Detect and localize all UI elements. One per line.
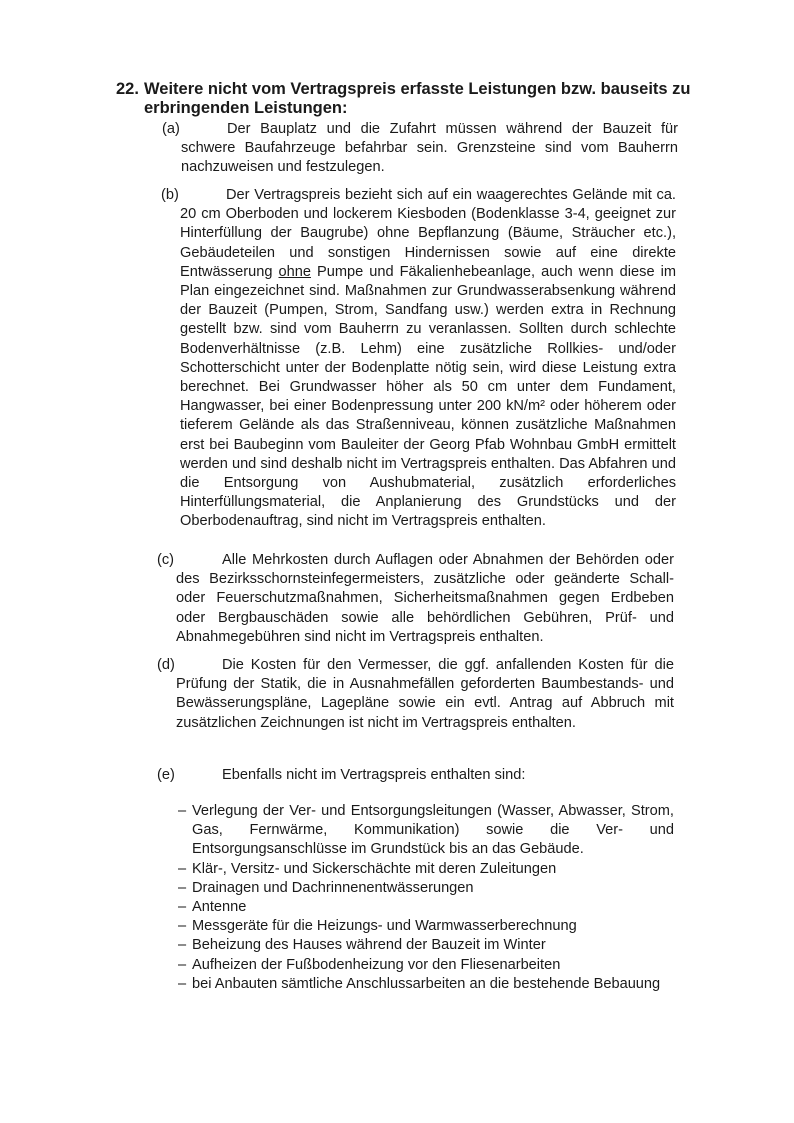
list-item: – Beheizung des Hauses während der Bauzeit im Winter — [178, 936, 674, 955]
exclusions-list — [178, 802, 674, 994]
section-title-line1: Weitere nicht vom Vertragspreis erfasste Leistungen bzw. bauseits zu — [144, 80, 691, 98]
item-label: (e) — [157, 767, 175, 783]
list-item: – bei Anbauten sämtliche Anschlussarbeiten an die bestehende Bebauung — [178, 975, 674, 994]
item-text: Der Vertragspreis bezieht sich auf ein waagerechtes Gelände mit ca. 20 cm Oberboden und lockerem Kiesboden (Bodenklasse 3-4, geeignet zur Hinterfüllung der Baugrube) ohne Bepflanzung (Bäume, Sträucher etc.), Gebäudeteilen und sonstigen Hindernissen sowie auf eine direkte Entwässerung — [180, 187, 676, 280]
section-number: 22. — [116, 80, 139, 98]
item-e — [157, 766, 674, 785]
section-title-line2: erbringenden Leistungen: — [144, 99, 348, 117]
item-b — [161, 186, 676, 532]
item-label: (d) — [157, 657, 175, 673]
item-label: (a) — [162, 121, 180, 137]
list-item: – Aufheizen der Fußbodenheizung vor den Fliesenarbeiten — [178, 956, 674, 975]
list-item: – Messgeräte für die Heizungs- und Warmwasserberechnung — [178, 917, 674, 936]
item-label: (b) — [161, 187, 179, 203]
list-item: – Klär-, Versitz- und Sickerschächte mit deren Zuleitungen — [178, 860, 674, 879]
item-text-cont: Pumpe und Fäkalienhebeanlage, auch wenn diese im Plan eingezeichnet sind. Maßnahmen zur Grundwasserabsenkung während der Bauzeit (Pumpen, Strom, Sandfang usw.) werden extra in Rechnung gestellt bzw. sind vom Bauherrn zu veranlassen. Sollten durch schlechte Bodenverhältnisse (z.B. Lehm) eine zusätzliche Rollkies- und/oder Schotterschicht unter der Bodenplatte nötig sein, wird diese Leistung extra berechnet. Bei Grundwasser höher als 50 cm unter dem Fundament, Hangwasser, bei einer Bodenpressung unter 200 kN/m² oder höherem oder tieferem Gelände als das Straßenniveau, können zusätzliche Maßnahmen erst bei Baubeginn vom Bauleiter der Georg Pfab Wohnbau GmbH ermittelt werden und sind deshalb nicht im Vertragspreis enthalten. Das Abfahren und die Entsorgung von Aushubmaterial, zusätzlich erforderliches Hinterfüllungsmaterial, die Anplanierung des Grundstücks und der Oberbodenauftrag, sind nicht im Vertragspreis enthalten. — [180, 263, 676, 530]
item-a — [162, 120, 678, 178]
list-item: – Antenne — [178, 898, 674, 917]
item-d — [157, 656, 674, 733]
item-text: Die Kosten für den Vermesser, die ggf. anfallenden Kosten für die Prüfung der Statik, die in Ausnahmefällen geforderten Baumbestands- und Bewässerungspläne, Lagepläne sowie ein evtl. Antrag auf Abbruch mit zusätzlichen Zeichnungen ist nicht im Vertragspreis enthalten. — [176, 657, 674, 731]
list-item: – Verlegung der Ver- und Entsorgungsleitungen (Wasser, Abwasser, Strom, Gas, Fernwärme, Kommunikation) sowie die Ver- und Entsorgungsanschlüsse im Grundstück bis an das Gebäude. — [178, 802, 674, 860]
item-label: (c) — [157, 552, 175, 568]
item-text: Ebenfalls nicht im Vertragspreis enthalten sind: — [222, 767, 526, 783]
emphasis-underline: ohne — [278, 263, 311, 280]
item-text: Alle Mehrkosten durch Auflagen oder Abnahmen der Behörden oder des Bezirksschornsteinfegermeisters, zusätzliche oder geänderte Schall- oder Feuerschutzmaßnahmen, Sicherheitsmaßnahmen gegen Erdbeben oder Bergbauschäden sowie alle behördlichen Gebühren, Prüf- und Abnahmegebühren sind nicht im Vertragspreis enthalten. — [176, 552, 674, 645]
list-item: – Drainagen und Dachrinnenentwässerungen — [178, 879, 674, 898]
item-text: Der Bauplatz und die Zufahrt müssen während der Bauzeit für schwere Baufahrzeuge befahrbar sein. Grenzsteine sind vom Bauherrn nachzuweisen und festzulegen. — [181, 121, 678, 176]
item-c — [157, 551, 674, 647]
section-heading — [116, 80, 696, 118]
